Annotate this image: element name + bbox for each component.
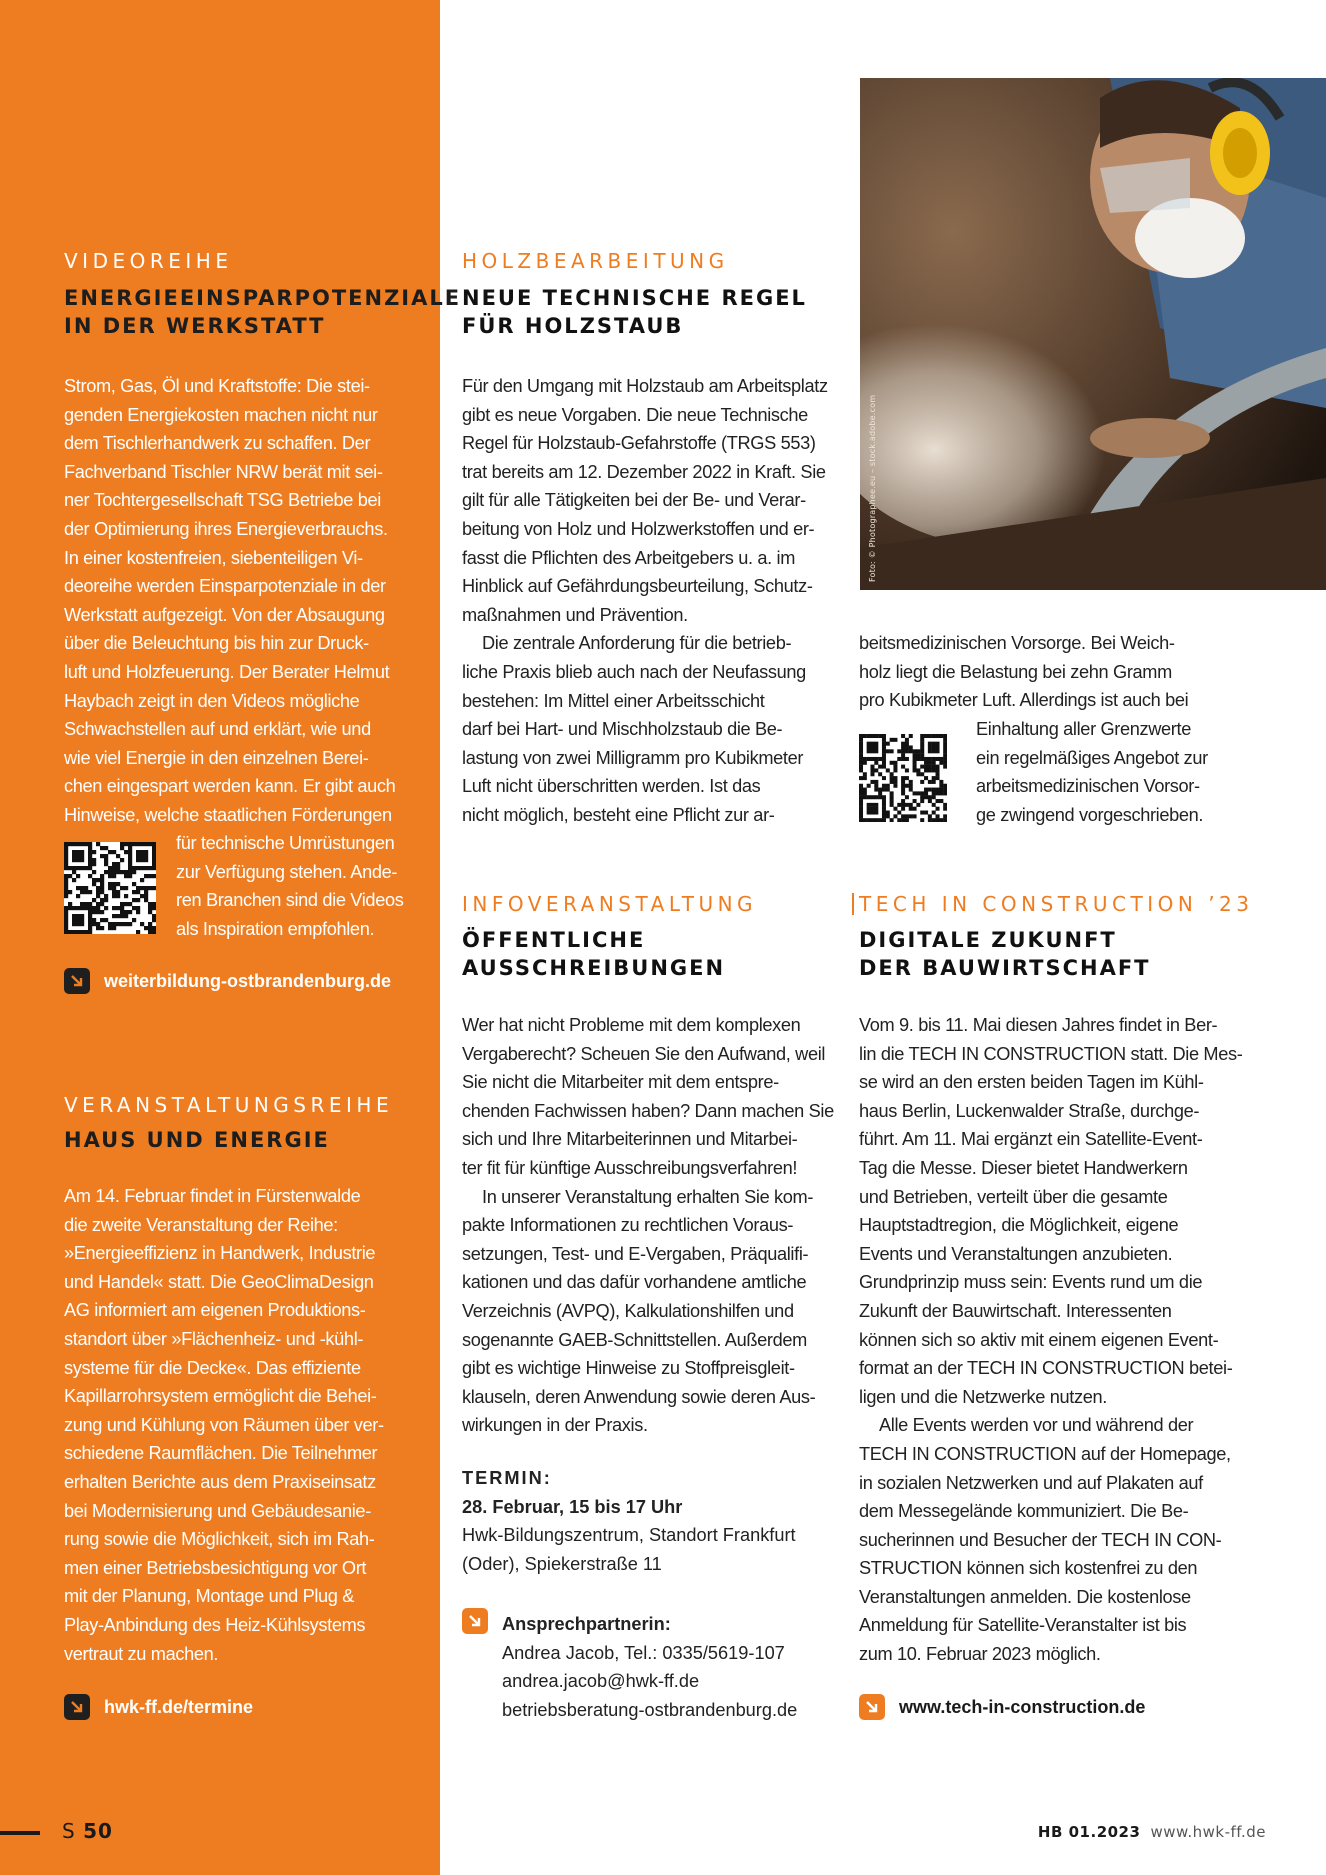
column-divider [852, 893, 854, 915]
photo-credit: Foto: © Photographee.eu – stock.adobe.com [868, 394, 877, 582]
event-link[interactable] [64, 1694, 253, 1720]
tech-link[interactable] [859, 1694, 1145, 1720]
event-body: Am 14. Februar findet in Fürstenwalde die zweite Veranstaltung der Reihe: »Energieeffizienz in Handwerk, Industrie und Handel« statt. Die GeoClimaDesign AG informiert am eigenen Produktions- standort über »Flächenheiz- und -kühl- systeme für die Decke«. Das effiziente Kapillarrohrsystem ermöglicht die Behei- zung und Kühlung von Räumen über ver- schiedene Raumflächen. Die Teilnehmer erhalten Berichte aus dem Praxiseinsatz bei Modernisierung und Gebäudesanie- rung sowie die Möglichkeit, sich im Rah- men einer Betriebsbesichtigung vor Ort mit der Planung, Montage und Plug & Play-Anbindung des Heiz-Kühlsystems vertraut zu machen. [64, 1186, 384, 1664]
event-headline: HAUS UND ENERGIE [64, 1128, 330, 1152]
event-link-text[interactable]: hwk-ff.de/termine [104, 1696, 254, 1717]
contact-email[interactable]: andrea.jacob@hwk-ff.de [502, 1671, 700, 1692]
tech-kicker: TECH IN CONSTRUCTION ’23 [859, 892, 1254, 916]
video-kicker: VIDEOREIHE [64, 249, 233, 273]
holz-kicker: HOLZBEARBEITUNG [462, 249, 729, 273]
video-body: Strom, Gas, Öl und Kraftstoffe: Die stei- genden Energiekosten machen nicht nur dem Tischlerhandwerk zu schaffen. Der Fachverband Tischler NRW berät mit sei- ner Tochtergesellschaft TSG Betriebe bei der Optimierung ihres Energieverbrauchs. In einer kostenfreien, siebenteiligen Vi- deoreihe werden Einsparpotenziale in der Werkstatt aufgezeigt. Von der Absaugung über die Beleuchtung bis hin zur Druck- luft und Holzfeuerung. Der Berater Helmut Haybach zeigt in den Videos mögliche Schwachstellen auf und erklärt, wie und wie viel Energie in den einzelnen Berei- chen eingespart werden kann. Er gibt auch Hinweise, welche staatlichen Förderungen [64, 376, 396, 825]
woodworker-photo [860, 78, 1326, 590]
arrow-right-icon [462, 1608, 488, 1634]
page-number: S 50 [62, 1819, 113, 1843]
termin [462, 1464, 796, 1578]
termin-place: (Oder), Spiekerstraße 11 [462, 1553, 662, 1574]
contact-name: Andrea Jacob, Tel.: 0335/5619-107 [502, 1642, 785, 1663]
tech-link-text[interactable]: www.tech-in-construction.de [899, 1696, 1146, 1717]
qr-code-holz[interactable] [859, 734, 947, 822]
contact-web[interactable]: betriebsberatung-ostbrandenburg.de [502, 1699, 798, 1720]
footer-issue: HB 01.2023 www.hwk-ff.de [1037, 1823, 1266, 1841]
video-link[interactable] [64, 968, 391, 994]
info-headline: ÖFFENTLICHE AUSSCHREIBUNGEN [462, 928, 726, 980]
qr-code-video[interactable] [64, 842, 156, 934]
arrow-right-icon [64, 968, 90, 994]
termin-place: Hwk-Bildungszentrum, Standort Frankfurt [462, 1525, 796, 1546]
footer-bar [0, 1831, 40, 1835]
info-body: Wer hat nicht Probleme mit dem komplexen Vergaberecht? Scheuen Sie den Aufwand, weil Sie nicht die Mitarbeiter mit dem entspre- chenden Fachwissen haben? Dann machen Sie sich und Ihre Mitarbeiterinnen und Mitarbei- ter fit für künftige Ausschreibungsverfahren! In unserer Veranstaltung erhalten Sie kom- pakte Informationen zu rechtlichen Voraus- setzungen, Test- und E-Vergaben, Präqualifi- kationen und das dafür vorhandene amtliche Verzeichnis (AVPQ), Kalkulationshilfen und sogenannte GAEB-Schnittstellen. Außerdem gibt es wichtige Hinweise zu Stoffpreisgleit- klauseln, deren Anwendung sowie deren Aus- wirkungen in der Praxis. [462, 1015, 834, 1436]
tech-body: Vom 9. bis 11. Mai diesen Jahres findet in Ber- lin die TECH IN CONSTRUCTION statt. Die Mes- se wird an den ersten beiden Tagen im Kühl- haus Berlin, Luckenwalder Straße, durchge- führt. Am 11. Mai ergänzt ein Satellite-Event- Tag die Messe. Dieser bietet Handwerkern und Betrieben, verteilt über die gesamte Hauptstadtregion, die Möglichkeit, eigene Events und Veranstaltungen anzubieten. Grundprinzip muss sein: Events rund um die Zukunft der Bauwirtschaft. Interessenten können sich so aktiv mit einem eigenen Event- format an der TECH IN CONSTRUCTION betei- ligen und die Netzwerke nutzen. Alle Events werden vor und während der TECH IN CONSTRUCTION auf der Homepage, in sozialen Netzwerken und auf Plakaten auf dem Messegelände kommuniziert. Die Be- sucherinnen und Besucher der TECH IN CON- STRUCTION können sich kostenfrei zu den Veranstaltungen anmelden. Die kostenlose Anmeldung für Satellite-Veranstalter ist bis zum 10. Februar 2023 möglich. [859, 1015, 1243, 1665]
info-kicker: INFOVERANSTALTUNG [462, 892, 758, 916]
video-link-text[interactable]: weiterbildung-ostbrandenburg.de [104, 970, 391, 991]
holz-body: Für den Umgang mit Holzstaub am Arbeitsplatz gibt es neue Vorgaben. Die neue Technische Regel für Holzstaub-Gefahrstoffe (TRGS 553) trat bereits am 12. Dezember 2022 in Kraft. Sie gilt für alle Tätigkeiten bei der Be- und Verar- beitung von Holz und Holzwerkstoffen und er- fasst die Pflichten des Arbeitgebers u. a. im Hinblick auf Gefährdungsbeurteilung, Schutz- maßnahmen und Prävention. Die zentrale Anforderung für die betrieb- liche Praxis blieb auch nach der Neufassung bestehen: Im Mittel einer Arbeitsschicht darf bei Hart- und Mischholzstaub die Be- lastung von zwei Milligramm pro Kubikmeter Luft nicht überschritten werden. Ist das nicht möglich, besteht eine Pflicht zur ar- [462, 376, 828, 825]
footer-url[interactable]: www.hwk-ff.de [1150, 1823, 1266, 1841]
holz-body-continued: beitsmedizinischen Vorsorge. Bei Weich- holz liegt die Belastung bei zehn Gramm pro Kubikmeter Luft. Allerdings ist auch bei [859, 633, 1189, 711]
event-kicker: VERANSTALTUNGSREIHE [64, 1093, 394, 1117]
holz-headline: NEUE TECHNISCHE REGEL FÜR HOLZSTAUB [462, 286, 807, 338]
contact-label: Ansprechpartnerin: [502, 1614, 671, 1634]
termin-label: TERMIN: [462, 1468, 552, 1488]
contact-block [502, 1610, 797, 1724]
holz-body-qr-wrap: Einhaltung aller Grenzwerte ein regelmäßiges Angebot zur arbeitsmedizinischen Vorsor- ge zwingend vorgeschrieben. [976, 719, 1208, 825]
video-body-qr-wrap: für technische Umrüstungen zur Verfügung stehen. Ande- ren Branchen sind die Videos als Inspiration empfohlen. [176, 833, 404, 939]
termin-date: 28. Februar, 15 bis 17 Uhr [462, 1496, 683, 1517]
video-headline: ENERGIEEINSPARPOTENZIALE IN DER WERKSTATT [64, 286, 462, 338]
tech-headline: DIGITALE ZUKUNFT DER BAUWIRTSCHAFT [859, 928, 1151, 980]
arrow-right-icon [859, 1694, 885, 1720]
arrow-right-icon [64, 1694, 90, 1720]
